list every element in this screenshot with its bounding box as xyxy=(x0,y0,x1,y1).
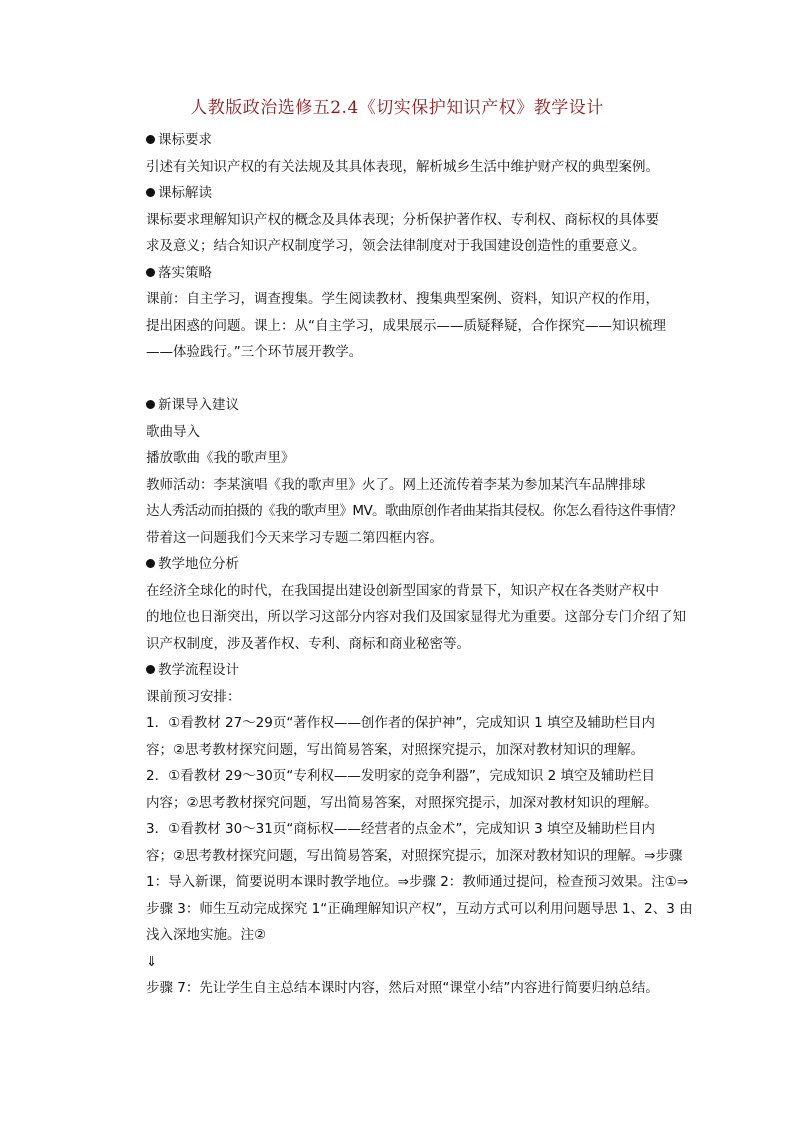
section-heading-diwei-fenxi: 教学地位分析 xyxy=(146,551,678,578)
section-text: 带着这一问题我们今天来学习专题二第四框内容。 xyxy=(146,529,443,546)
list-item-line: 容；②思考教材探究问题，写出简易答案，对照探究提示，加深对教材知识的理解。⇒步骤 xyxy=(146,847,683,864)
list-item-line: 容；②思考教材探究问题，写出简易答案，对照探究提示，加深对教材知识的理解。 xyxy=(146,741,645,758)
document-title: 人教版政治选修五2.4《切实保护知识产权》教学设计 xyxy=(190,98,604,118)
list-item-line: 步骤 7：先让学生自主总结本课时内容，然后对照“课堂小结”内容进行简要归纳总结。 xyxy=(146,980,659,996)
document-body xyxy=(146,127,693,1002)
section-subheading: 歌曲导入 xyxy=(146,423,200,440)
section-text: 求及意义；结合知识产权制度学习，领会法律制度对于我国建设创造性的重要意义。 xyxy=(146,238,646,254)
section-text: 课前：自主学习，调查搜集。学生阅读教材、搜集典型案例、资料，知识产权的作用， xyxy=(146,291,659,307)
section-heading-kebiao-yaoqiu: 课标要求 xyxy=(146,127,678,154)
section-subheading: 播放歌曲《我的歌声里》 xyxy=(146,450,295,466)
bullet-icon xyxy=(146,188,155,197)
section-text: ——体验践行。”三个环节展开教学。 xyxy=(146,344,363,360)
list-item-line: 2．①看教材 29～30页“专利权——发明家的竞争利器”，完成知识 2 填空及辅助栏目 xyxy=(146,768,655,784)
section-text: 课标要求理解知识产权的概念及具体表现；分析保护著作权、专利权、商标权的具体要 xyxy=(146,211,659,228)
section-text: 提出困惑的问题。课上：从“自主学习，成果展示——质疑释疑，合作探究——知识梳理 xyxy=(146,317,666,334)
list-item-line: 1．①看教材 27～29页“著作权——创作者的保护神”，完成知识 1 填空及辅助栏目内 xyxy=(146,715,655,731)
section-text: 的地位也日渐突出，所以学习这部分内容对我们及国家显得尤为重要。这部分专门介绍了知 xyxy=(146,609,686,625)
bullet-icon xyxy=(146,400,155,409)
section-text: 引述有关知识产权的有关法规及其具体表现，解析城乡生活中维护财产权的典型案例。 xyxy=(146,158,659,175)
section-text: 教师活动：李某演唱《我的歌声里》火了。网上还流传着李某为参加某汽车品牌排球 xyxy=(146,476,646,493)
list-item-line: 3．①看教材 30～31页“商标权——经营者的点金术”，完成知识 3 填空及辅助栏目内 xyxy=(146,821,655,837)
down-arrow-icon: ⇓ xyxy=(146,953,158,970)
list-item-line: 浅入深地实施。注② xyxy=(146,927,267,943)
list-item-line: 1：导入新课，简要说明本课时教学地位。⇒步骤 2：教师通过提问，检查预习效果。注①⇒ xyxy=(146,874,689,890)
blank-line xyxy=(146,366,678,393)
section-heading-luoshi-celue: 落实策略 xyxy=(146,260,678,287)
section-heading-xinke-daoru: 新课导入建议 xyxy=(146,392,678,419)
section-text: 达人秀活动而拍摄的《我的歌声里》MV。歌曲原创作者曲某指其侵权。你怎么看待这件事情？ xyxy=(146,503,682,519)
bullet-icon xyxy=(146,559,155,568)
bullet-icon xyxy=(146,665,155,674)
bullet-icon xyxy=(146,268,155,277)
section-heading-kebiao-jiedu: 课标解读 xyxy=(146,180,678,207)
section-text: 识产权制度，涉及著作权、专利、商标和商业秘密等。 xyxy=(146,635,470,652)
list-item-line: 步骤 3：师生互动完成探究 1“正确理解知识产权”，互动方式可以利用问题导思 1、2、3 由 xyxy=(146,900,693,917)
section-text: 在经济全球化的时代，在我国提出建设创新型国家的背景下，知识产权在各类财产权中 xyxy=(146,582,659,599)
list-item-line: 内容；②思考教材探究问题，写出简易答案，对照探究提示，加深对教材知识的理解。 xyxy=(146,794,658,811)
section-heading-liucheng-sheji: 教学流程设计 xyxy=(146,657,678,684)
bullet-icon xyxy=(146,135,155,144)
section-subheading: 课前预习安排： xyxy=(146,688,241,705)
